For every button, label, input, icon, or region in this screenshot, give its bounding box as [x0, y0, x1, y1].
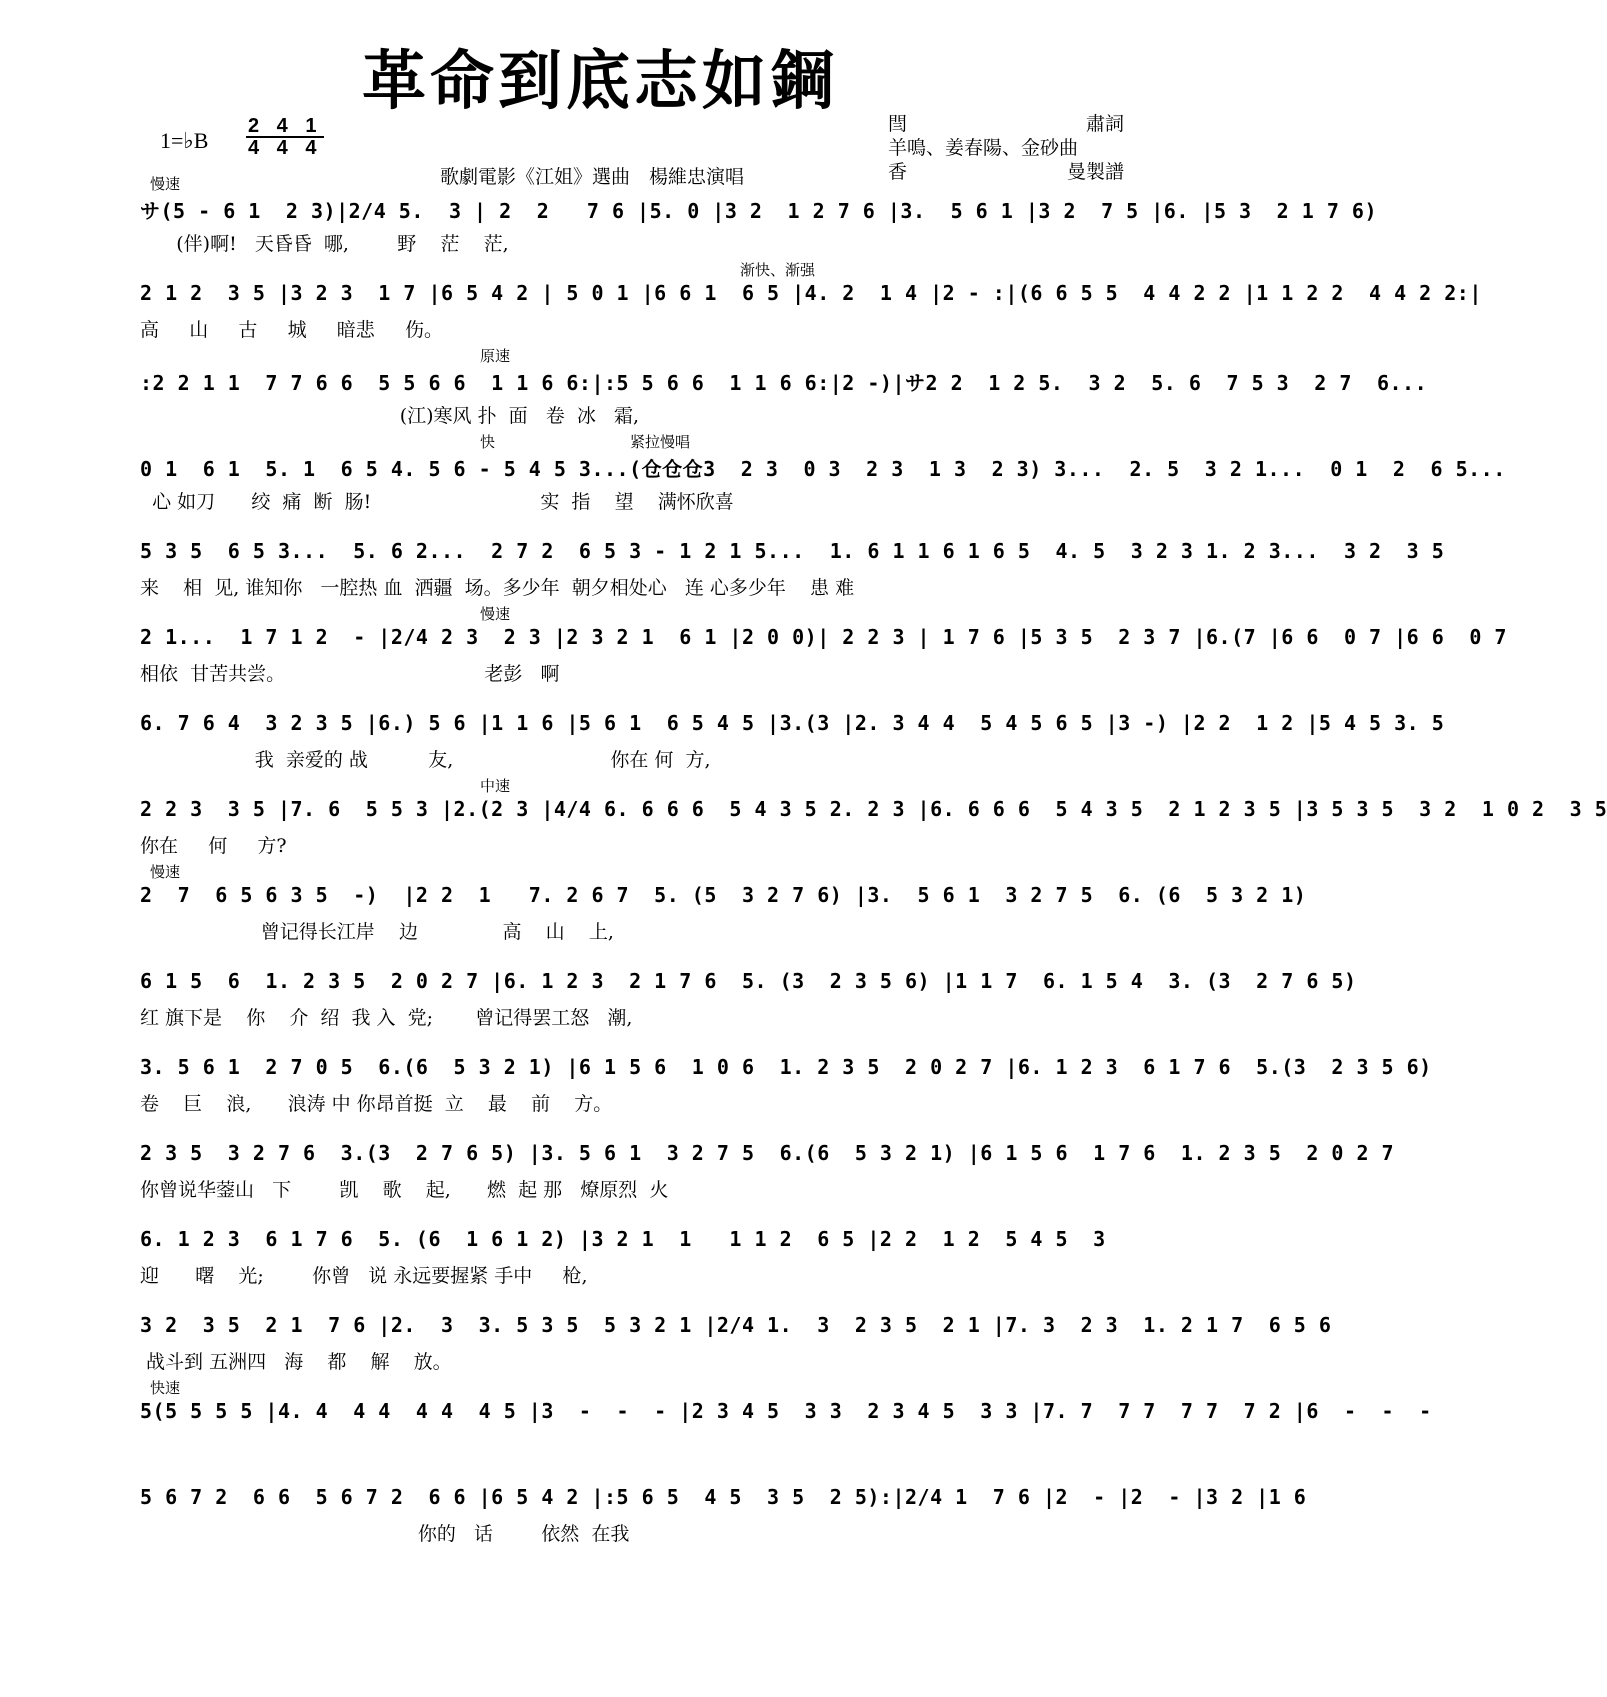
notation-line: 3. 5 6 1 2 7 0 5 6.(6 5 3 2 1) |6 1 5 6 1 0 6 1. 2 3 5 2 0 2 7 |6. 1 2 3 6 1 7 6 5.(3 2 3 5 6) [140, 1055, 1432, 1079]
tempo-mark: 慢速 [150, 175, 181, 193]
meter-signature [246, 116, 324, 158]
notation-line: 5 3 5 6 5 3... 5. 6 2... 2 7 2 6 5 3 - 1 2 1 5... 1. 6 1 1 6 1 6 5 4. 5 3 2 3 1. 2 3... 3 2 3 5 [140, 539, 1445, 563]
notation-line: 0 1 6 1 5. 1 6 5 4. 5 6 - 5 4 5 3...(仓仓仓3 2 3 0 3 2 3 1 3 2 3) 3... 2. 5 3 2 1... 0 1 2 6 5... [140, 457, 1506, 481]
tempo-mark: 快 紧拉慢唱 [480, 433, 691, 451]
notation-line: サ(5 - 6 1 2 3)|2/4 5. 3 | 2 2 7 6 |5. 0 |3 2 1 2 7 6 |3. 5 6 1 |3 2 7 5 |6. |5 3 2 1 7 6) [140, 199, 1377, 223]
credit-role: 肅詞 [1085, 113, 1124, 135]
tempo-mark: 快速 [150, 1379, 181, 1397]
lyrics-line: (伴)啊! 天昏昏 哪, 野 茫 茫, [140, 233, 509, 255]
credit-transcriber [888, 160, 1124, 184]
lyrics-line: 迎 曙 光; 你曾 说 永远要握紧 手中 枪, [140, 1265, 588, 1287]
notation-line: :2 2 1 1 7 7 6 6 5 5 6 6 1 1 6 6:|:5 5 6 6 1 1 6 6:|2 -)|サ2 2 1 2 5. 3 2 5. 6 7 5 3 2 7 6... [140, 371, 1428, 395]
notation-line: 2 2 3 3 5 |7. 6 5 5 3 |2.(2 3 |4/4 6. 6 6 6 5 4 3 5 2. 2 3 |6. 6 6 6 5 4 3 5 2 1 2 3 5 |3 5 3 5 3 2 1 0 2 3 5 [140, 797, 1607, 821]
credits-block [888, 112, 1124, 184]
tempo-mark: 中速 [480, 777, 511, 795]
lyrics-line: 你曾说华蓥山 下 凯 歌 起, 燃 起 那 燎原烈 火 [140, 1179, 669, 1201]
notation-line: 2 1... 1 7 1 2 - |2/4 2 3 2 3 |2 3 2 1 6 1 |2 0 0)| 2 2 3 | 1 7 6 |5 3 5 2 3 7 |6.(7 |6 6 0 7 |6 6 0 7 [140, 625, 1507, 649]
tempo-mark: 原速 [480, 347, 511, 365]
notation-line: 6. 1 2 3 6 1 7 6 5. (6 1 6 1 2) |3 2 1 1 1 1 2 6 5 |2 2 1 2 5 4 5 3 [140, 1227, 1106, 1251]
tempo-mark: 渐快、渐强 [740, 261, 816, 279]
notation-line: 2 7 6 5 6 3 5 -) |2 2 1 7. 2 6 7 5. (5 3 2 7 6) |3. 5 6 1 3 2 7 5 6. (6 5 3 2 1) [140, 883, 1307, 907]
credit-lyricist [888, 112, 1124, 136]
tempo-mark: 慢速 [480, 605, 511, 623]
lyrics-line: (江)寒风 扑 面 卷 冰 霜, [140, 405, 640, 427]
notation-line: 6 1 5 6 1. 2 3 5 2 0 2 7 |6. 1 2 3 2 1 7 6 5. (3 2 3 5 6) |1 1 7 6. 1 5 4 3. (3 2 7 6 5) [140, 969, 1357, 993]
notation-line: 5(5 5 5 5 |4. 4 4 4 4 4 4 5 |3 - - - |2 3 4 5 3 3 2 3 4 5 3 3 |7. 7 7 7 7 7 7 2 |6 - - - [140, 1399, 1432, 1423]
lyrics-line: 相依 甘苦共尝。 老彭 啊 [140, 663, 560, 685]
key-signature: 1=♭B [160, 128, 209, 153]
credit-composers [888, 136, 1124, 160]
tempo-mark: 慢速 [150, 863, 181, 881]
lyrics-line: 红 旗下是 你 介 绍 我 入 党; 曾记得罢工怒 潮, [140, 1007, 633, 1029]
credit-name: 羊鳴、姜春陽、金砂曲 [888, 137, 1079, 159]
notation-line: 5 6 7 2 6 6 5 6 7 2 6 6 |6 5 4 2 |:5 6 5 4 5 3 5 2 5):|2/4 1 7 6 |2 - |2 - |3 2 |1 6 [140, 1485, 1307, 1509]
credit-role: 曼製譜 [1066, 161, 1124, 183]
lyrics-line: 你的 话 依然 在我 [140, 1523, 630, 1545]
lyrics-line: 曾记得长江岸 边 高 山 上, [140, 921, 614, 943]
lyrics-line: 心 如刀 绞 痛 断 肠! 实 指 望 满怀欣喜 [140, 491, 734, 513]
credit-name: 香 [888, 161, 908, 183]
lyrics-line: 你在 何 方? [140, 835, 287, 857]
lyrics-line: 战斗到 五洲四 海 都 解 放。 [140, 1351, 452, 1373]
lyrics-line: 我 亲爱的 战 友, 你在 何 方, [140, 749, 711, 771]
notation-line: 3 2 3 5 2 1 7 6 |2. 3 3. 5 3 5 5 3 2 1 |2/4 1. 3 2 3 5 2 1 |7. 3 2 3 1. 2 1 7 6 5 6 [140, 1313, 1332, 1337]
meter-denominators: 4 4 4 [248, 137, 323, 159]
credit-name: 閆 [888, 113, 908, 135]
lyrics-line: 卷 巨 浪, 浪涛 中 你昂首挺 立 最 前 方。 [140, 1093, 613, 1115]
song-subtitle: 歌劇電影《江姐》選曲 楊維忠演唱 [440, 166, 745, 188]
lyrics-line: 高 山 古 城 暗悲 伤。 [140, 319, 443, 341]
meter-numerators: 2 4 1 [248, 115, 323, 137]
notation-line: 2 3 5 3 2 7 6 3.(3 2 7 6 5) |3. 5 6 1 3 2 7 5 6.(6 5 3 2 1) |6 1 5 6 1 7 6 1. 2 3 5 2 0 2 7 [140, 1141, 1395, 1165]
notation-line: 2 1 2 3 5 |3 2 3 1 7 |6 5 4 2 | 5 0 1 |6 6 1 6 5 |4. 2 1 4 |2 - :|(6 6 5 5 4 4 2 2 |1 1 2 2 4 4 2 2:| [140, 281, 1482, 305]
lyrics-line: 来 相 见, 谁知你 一腔热 血 洒疆 场。多少年 朝夕相处心 连 心多少年 患 难 [140, 577, 855, 599]
notation-line: 6. 7 6 4 3 2 3 5 |6.) 5 6 |1 1 6 |5 6 1 6 5 4 5 |3.(3 |2. 3 4 4 5 4 5 6 5 |3 -) |2 2 1 2 |5 4 5 3. 5 [140, 711, 1445, 735]
song-title: 革命到底志如鋼 [362, 44, 838, 119]
